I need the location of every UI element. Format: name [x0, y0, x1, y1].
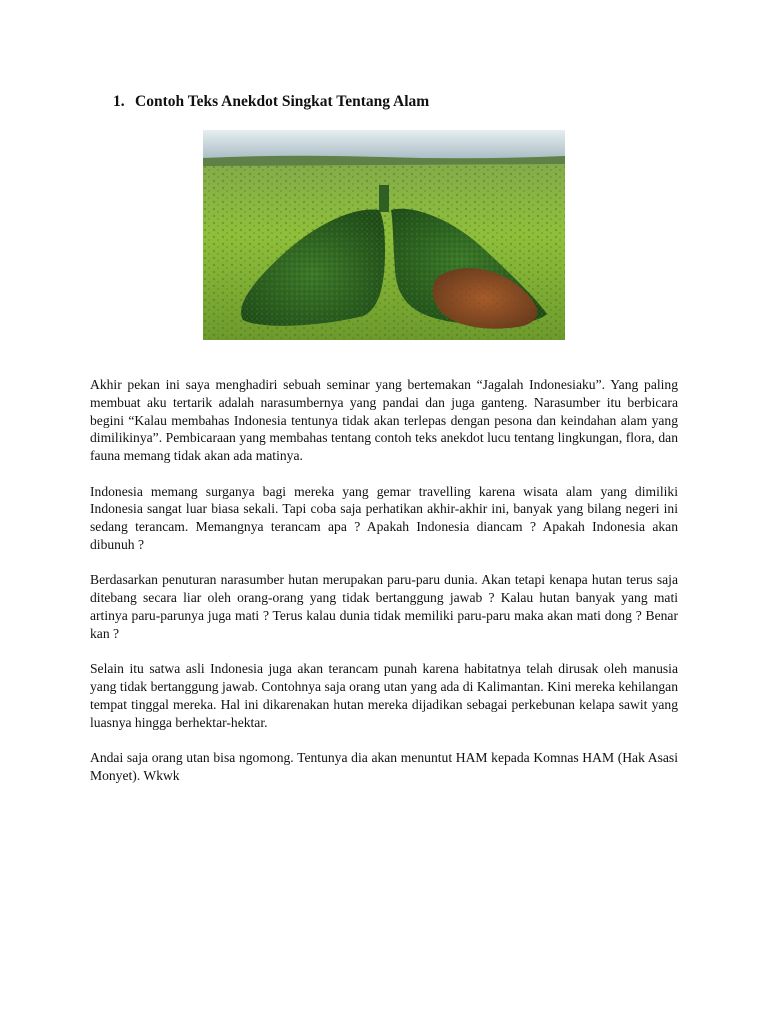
heading-number: 1. — [113, 93, 125, 110]
paragraph-5: Andai saja orang utan bisa ngomong. Tentunya dia akan menuntut HAM kepada Komnas HAM (Hak Asasi Monyet). Wkwk — [90, 749, 678, 783]
section-heading — [113, 93, 429, 111]
paragraph-3: Berdasarkan penuturan narasumber hutan merupakan paru-paru dunia. Akan tetapi kenapa hutan terus saja ditebang secara liar oleh orang-orang yang tidak bertanggung jawab ? Kalau hutan banyak yang mati artinya paru-parunya juga mati ? Terus kalau dunia tidak memiliki paru-paru maka akan mati dong ? Benar kan ? — [90, 572, 678, 641]
paragraph-2: Indonesia memang surganya bagi mereka yang gemar travelling karena wisata alam yang dimiliki Indonesia sangat luar biasa sekali. Tapi coba saja perhatikan akhir-akhir ini, banyak yang bilang negeri ini sedang terancam. Memangnya terancam apa ? Apakah Indonesia diancam ? Apakah Indonesia akan dibunuh ? — [90, 483, 678, 552]
paragraph-1: Akhir pekan ini saya menghadiri sebuah seminar yang bertemakan “Jagalah Indonesiaku”. Yang paling membuat aku tertarik adalah narasumbernya yang pandai dan juga ganteng. Narasumber itu berbicara begini “Kalau membahas Indonesia tentunya tidak akan terlepas dengan pesona dan keindahan alam yang dimilikinya”. Pembicaraan yang membahas tentang contoh teks anekdot lucu tentang lingkungan, flora, dan fauna memang tidak akan ada matinya. — [90, 377, 678, 464]
article-body — [90, 376, 678, 802]
forest-lungs-photo — [203, 130, 565, 340]
paragraph-4: Selain itu satwa asli Indonesia juga akan terancam punah karena habitatnya telah dirusak oleh manusia yang tidak bertanggung jawab. Contohnya saja orang utan yang ada di Kalimantan. Kini mereka kehilangan tempat tinggal mereka. Hal ini dikarenakan hutan mereka dijadikan sebagai perkebunan kelapa sawit yang luasnya hingga berhektar-hektar. — [90, 661, 678, 730]
heading-title: Contoh Teks Anekdot Singkat Tentang Alam — [135, 93, 430, 110]
